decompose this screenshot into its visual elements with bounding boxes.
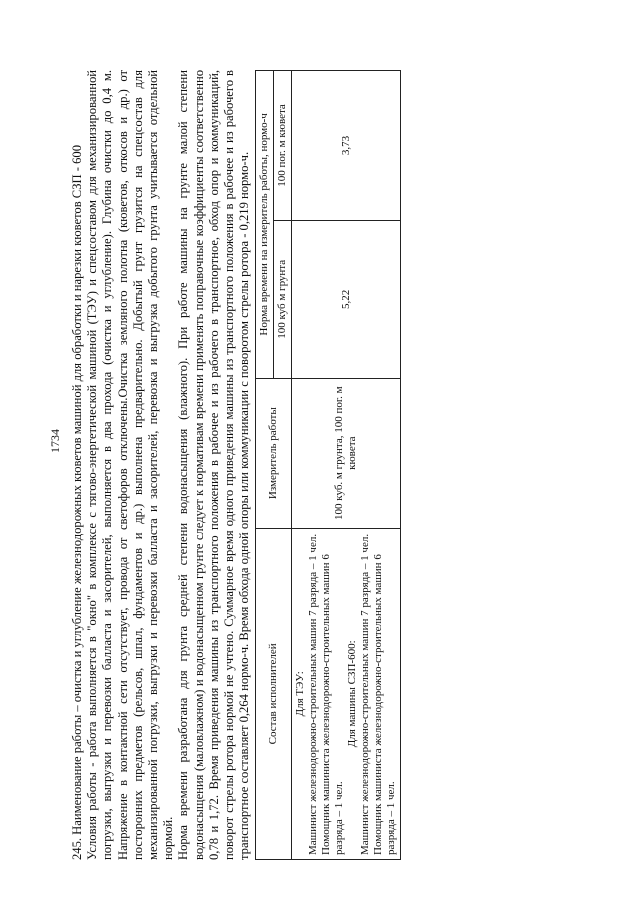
header-norm-b: 100 пог. м кювета [274, 71, 292, 221]
group-member: Машинист железнодорожно-строительных машин 7 разряда – 1 чел. [359, 533, 372, 855]
header-norm: Норма времени на измеритель работы, нормо-ч [256, 71, 274, 379]
header-unit: Измеритель работы [256, 378, 292, 528]
group-member: Помощник машиниста железнодорожно-строительных машин 6 разряда – 1 чел. [320, 554, 346, 855]
conditions-paragraph: Условия работы - работа выполняется в "окно" в комплексе с тягово-энергетической машиной (ТЭУ) и спецсоставом для механизированной погрузки, выгрузки и перевозки балласта и засорителей, выполняется в два прохода (очистка и углубление). Глубина очистки до 0,4 м. Напряжение в контактной сети отсутствует, провода от светофоров отключены.Очистка земляного полотна (кюветов, откосов и др.) от посторонних предметов (рельсов, шпал, фундаментов и др.) выполнена предварительно. Добытый грунт грузится на спецсостав для механизированной погрузки, выгрузки и перевозки балласта и засорителей, перевозка и выгрузка добытого грунта учитывается отдельной нормой. [85, 70, 176, 860]
norm-b-cell: 3,73 [292, 71, 401, 221]
work-heading: 245. Наименование работы – очистка и углубление железнодорожных кюветов машиной для обработки и нарезки кюветов СЗП - 600 [70, 145, 84, 860]
norms-table [255, 70, 401, 860]
group-member: Машинист железнодорожно-строительных машин 7 разряда – 1 чел. [307, 533, 320, 855]
header-composition: Состав исполнителей [256, 528, 292, 859]
norm-paragraph: Норма времени разработана для грунта средней степени водонасыщения (влажного). При работе машины на грунте малой степени водонасыщения (маловлажном) и водонасыщенном грунте следует к нормативам времени применять поправочные коэффициенты соответственно 0,78 и 1,72. Время приведения машины из транспортного положения в рабочее и из рабочего в транспортное, обход опор и коммуникаций, поворот стрелы ротора нормой не учтено. Суммарное время одного приведения машины из транспортного положения в рабочее и из рабочего в транспортное составляет 0,264 нормо-ч. Время обхода одной опоры или коммуникации с поворотом стрелы ротора - 0,219 нормо-ч. [176, 70, 252, 860]
norm-a-cell: 5,22 [292, 220, 401, 378]
group-member: Помощник машиниста железнодорожно-строительных машин 6 разряда – 1 чел. [372, 554, 398, 855]
rotated-document-content [70, 70, 630, 860]
unit-cell: 100 куб. м грунта, 100 пог. м кювета [292, 378, 401, 528]
header-norm-a: 100 куб м грунта [274, 220, 292, 378]
table-row [292, 71, 401, 860]
group-title: Для ТЭУ: [294, 671, 307, 717]
composition-cell [292, 528, 401, 859]
table-header-row [256, 71, 274, 860]
page-number: 1734 [48, 429, 62, 453]
group-title: Для машины СЗП-600: [346, 640, 359, 748]
